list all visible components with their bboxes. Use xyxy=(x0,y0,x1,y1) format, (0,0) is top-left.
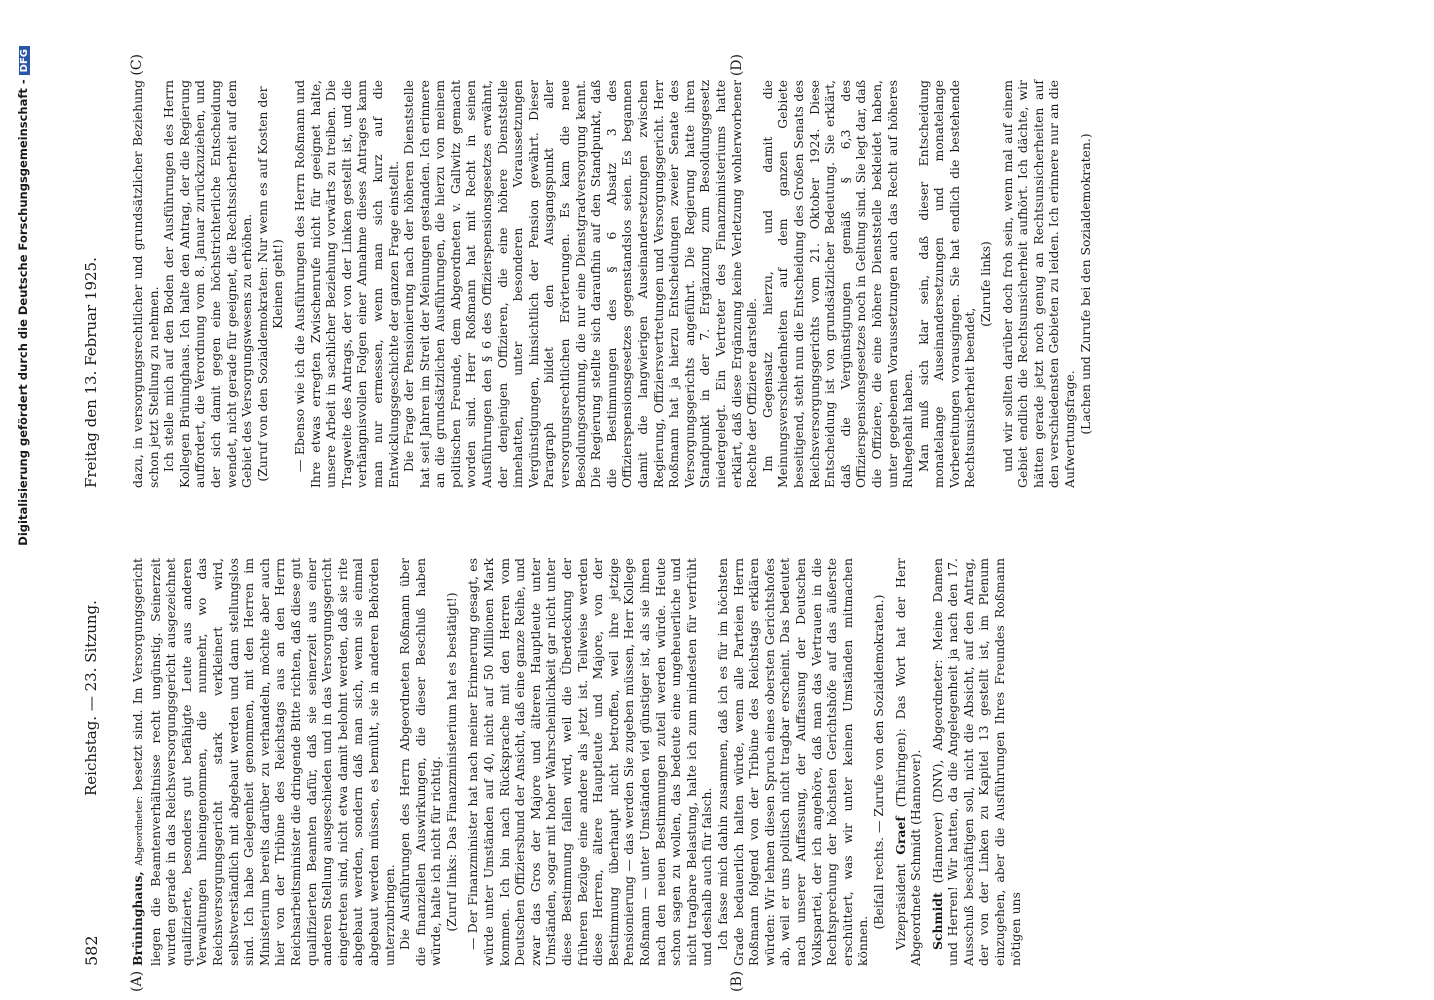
page-number: 582 xyxy=(82,935,101,966)
speaker-title: Vizepräsident xyxy=(892,863,908,950)
text-column-left xyxy=(129,558,1023,992)
paragraph: Ich stelle mich auf den Boden der Ausführungen des Herrn Kollegen Brüninghaus. Ich halte den Antrag, der die Regierung auffordert, die Verordnung vom 8. Januar zurückzuziehen, und der sich damit gegen eine höchstrichterliche Entscheidung wendet, nicht gerade für geeignet, die Rechtssicherheit auf dem Gebiet des Versorgungswesens zu erhöhen. xyxy=(161,80,255,488)
paragraph xyxy=(130,558,397,966)
paragraph: Die Frage der Pensionierung nach der höheren Dienststelle hat seit Jahren im Streit der Meinungen gestanden. Ich erinnere an die grundsätzlichen Ausführungen, die hierzu von meinem politischen Freunde, dem Abgeordneten v. Gallwitz gemacht worden sind. Herr Roßmann hat mit Recht in seinen Ausführungen den § 6 des Offizierspensionsgesetzes erwähnt, der denjenigen Offizieren, die eine höhere Dienststelle innehatten, unter besonderen Voraussetzungen Vergünstigungen, hinsichtlich der Pension gewährt. Dieser Paragraph bildet den Ausgangspunkt aller versorgungsrechtlichen Erörterungen. Es kam die neue Besoldungsordnung, die nur eine Dienstgradversorgung kennt. Die Regierung stellte sich daraufhin auf den Standpunkt, daß die Bestimmungen des § 6 Absatz 3 des Offizierspensionsgesetzes gegenstandslos seien. Es begannen damit die langwierigen Auseinandersetzungen zwischen Regierung, Offiziersvertretungen und Versorgungsgericht. Herr Roßmann hat ja hierzu Entscheidungen zweier Senate des Versorgungsgerichts angeführt. Die Regierung hatte ihren Standpunkt in der 7. Ergänzung zum Besoldungsgesetz niedergelegt. Ein Vertreter des Finanzministeriums hatte erklärt, daß diese Ergänzung keine Verletzung wohlerworbener Rechte der Offiziere darstelle. xyxy=(401,80,760,488)
margin-mark-a: (A) xyxy=(129,970,145,992)
interjection: (Beifall rechts. — Zurufe von den Sozialdemokraten.) xyxy=(870,594,886,930)
paragraph-text: besetzt sind. Im Versorgungsgericht liegen die Beamtenverhältnisse recht ungünstig. Seinerzeit wurden gerade in das Reichsversorgungsgericht ausgezeichnet qualifizierte, besonders gut befähigte Leute aus anderen Verwaltungen hineingenommen, die nunmehr, wo das Reichsversorgungsgericht stark verkleinert wird, selbstverständlich mit abgebaut werden und dann stellungslos sind. Ich habe Gelegenheit genommen, mit den Herren im Ministerium bereits darüber zu verhandeln, möchte aber auch hier von der Tribüne des Reichstags aus an den Herrn Reichsarbeitsminister die dringende Bitte richten, daß diese gut qualifizierten Beamten dafür, daß sie seinerzeit aus einer anderen Stellung ausgeschieden und in das Versorgungsgericht eingetreten sind, nicht etwa damit belohnt werden, daß sie rite abgebaut werden, sondern daß man sich, wenn sie einmal abgebaut werden müssen, es bemüht, sie in anderen Behörden unterzubringen. xyxy=(130,558,397,966)
text-column-right xyxy=(129,54,1093,488)
credit-text: Digitalisierung gefördert durch die Deutsche Forschungsgemeinschaft - xyxy=(16,79,30,546)
document-page xyxy=(82,54,1342,992)
paragraph: Die Ausführungen des Herrn Abgeordneten Roßmann über die finanziellen Auswirkungen, die dieser Beschluß haben würde, halte ich nicht für richtig. xyxy=(397,558,444,966)
running-title-right: Freitag den 13. Februar 1925. xyxy=(82,257,100,488)
margin-mark-b: (B) xyxy=(729,970,745,992)
paragraph: dazu, in versorgungsrechtlicher und grundsätzlicher Beziehung schon jetzt Stellung zu nehmen. xyxy=(130,80,161,488)
paragraph: — Ebenso wie ich die Ausführungen des Herrn Roßmann und Ihre etwas erregten Zwischenrufe nicht für geeignet halte, unsere Arbeit in sachlicher Beziehung vorwärts zu treiben. Die Tragweite des Antrags, der von der Linken gestellt ist, und die verhängnisvollen Folgen einer Annahme dieses Antrages kann man nur ermessen, wenn man sich kurz auf die Entwicklungsgeschichte der ganzen Frage einstellt. xyxy=(291,80,401,488)
interjection: (Zuruf links: Das Finanzministerium hat es bestätigt!) xyxy=(443,592,459,932)
paragraph xyxy=(930,558,1024,966)
running-title-left: Reichstag. — 23. Sitzung. xyxy=(82,600,100,796)
speaker-name: Graef xyxy=(892,816,908,855)
dfg-logo: DFG xyxy=(19,46,30,75)
speaker-role: Abgeordneter: xyxy=(134,795,145,866)
interjection: (Lachen und Zurufe bei den Sozialdemokraten.) xyxy=(1077,133,1093,435)
interjection: (Zurufe links) xyxy=(978,241,994,327)
margin-mark-d: (D) xyxy=(729,54,745,77)
interjection: (Zuruf von den Sozialdemokraten: Nur wenn es auf Kosten der Kleinen geht!) xyxy=(254,86,286,482)
credit-line xyxy=(16,46,32,966)
paragraph xyxy=(893,558,924,966)
paragraph: Ich fasse mich dahin zusammen, daß ich es für im höchsten Grade bedauerlich halten würde, wenn alle Parteien Herrn Roßmann folgend von der Tribüne des Reichstags erklären würden: Wir lehnen diesen Spruch eines obersten Gerichtshofes ab, weil er uns politisch nicht tragbar erscheint. Das bedeutet nach unserer Auffassung, der Auffassung der Deutschen Volkspartei, der ich angehöre, daß man das Vertrauen in die Rechtsprechung der höchsten Gerichtshöfe auf das äußerste erschüttert, was wir unter keinen Umständen mitmachen können. xyxy=(714,558,871,966)
paragraph: Man muß sich klar sein, daß dieser Entscheidung monatelange Auseinandersetzungen und monatelange Vorbereitungen vorausgingen. Sie hat endlich die bestehende Rechtsunsicherheit beendet, xyxy=(915,80,978,488)
paragraph: — Der Finanzminister hat nach meiner Erinnerung gesagt, es würde unter Umständen auf 40, nicht auf 50 Millionen Mark kommen. Ich bin nach Rücksprache mit den Herren vom Deutschen Offiziersbund der Ansicht, daß eine ganze Reihe, und zwar das Gros der Majore und älteren Hauptleute unter Umständen, sogar mit hoher Wahrscheinlichkeit gar nicht unter diese Bestimmung fallen wird, weil die Überdeckung der früheren Bezüge eine andere als jetzt ist. Teilweise werden diese Herren, ältere Hauptleute und Majore, von der Bestimmung überhaupt nicht betroffen, weil ihre jetzige Pensionierung — das werden Sie zugeben müssen, Herr Kollege Roßmann — unter Umständen viel günstiger ist, als sie ihnen nach den neuen Bestimmungen zuteil werden würde. Heute schon sagen zu wollen, das bedeute eine ungeheuerliche und nicht tragbare Belastung, halte ich zum mindesten für verfrüht und deshalb auch für falsch. xyxy=(465,558,715,966)
speaker-name: Brüninghaus, xyxy=(130,871,145,966)
paragraph-text: (Hannover) (DNV), Abgeordneter: Meine Damen und Herren! Wir hatten, da die Angelegenheit ja nach den 17. Ausschuß beschäftigen soll, nicht die Absicht, auf den Antrag, der von der Linken zu Kapitel 13 gestellt ist, im Plenum einzugehen, aber die Ausführungen Ihres Freundes Roßmann nötigen uns xyxy=(929,558,1023,966)
paragraph: und wir sollten darüber doch froh sein, wenn mal auf einem Gebiet endlich die Rechtsunsicherheit aufhört. Ich dächte, wir hätten gerade jetzt noch genug an Rechtsunsicherheiten auf den verschiedensten Gebieten zu leiden. Ich erinnere nur an die Aufwertungsfrage. xyxy=(999,80,1078,488)
speaker-name: Schmidt xyxy=(929,892,945,950)
paragraph-text: (Thüringen): Das Wort hat der Herr Abgeordnete Schmidt (Hannover). xyxy=(892,558,924,966)
paragraph: Im Gegensatz hierzu, und damit die Meinungsverschiedenheiten auf dem ganzen Gebiete beseitigend, steht nun die Entscheidung des Großen Senats des Reichsversorgungsgerichts vom 21. Oktober 1924. Diese Entscheidung ist von grundsätzlicher Bedeutung. Sie erklärt, daß die Vergünstigungen gemäß § 6,3 des Offizierspensionsgesetzes noch in Geltung sind. Sie legt dar, daß die Offiziere, die eine höhere Dienststelle bekleidet haben, unter gegebenen Voraussetzungen auch das Recht auf höheres Ruhegehalt haben. xyxy=(759,79,916,488)
margin-mark-c: (C) xyxy=(129,54,145,76)
